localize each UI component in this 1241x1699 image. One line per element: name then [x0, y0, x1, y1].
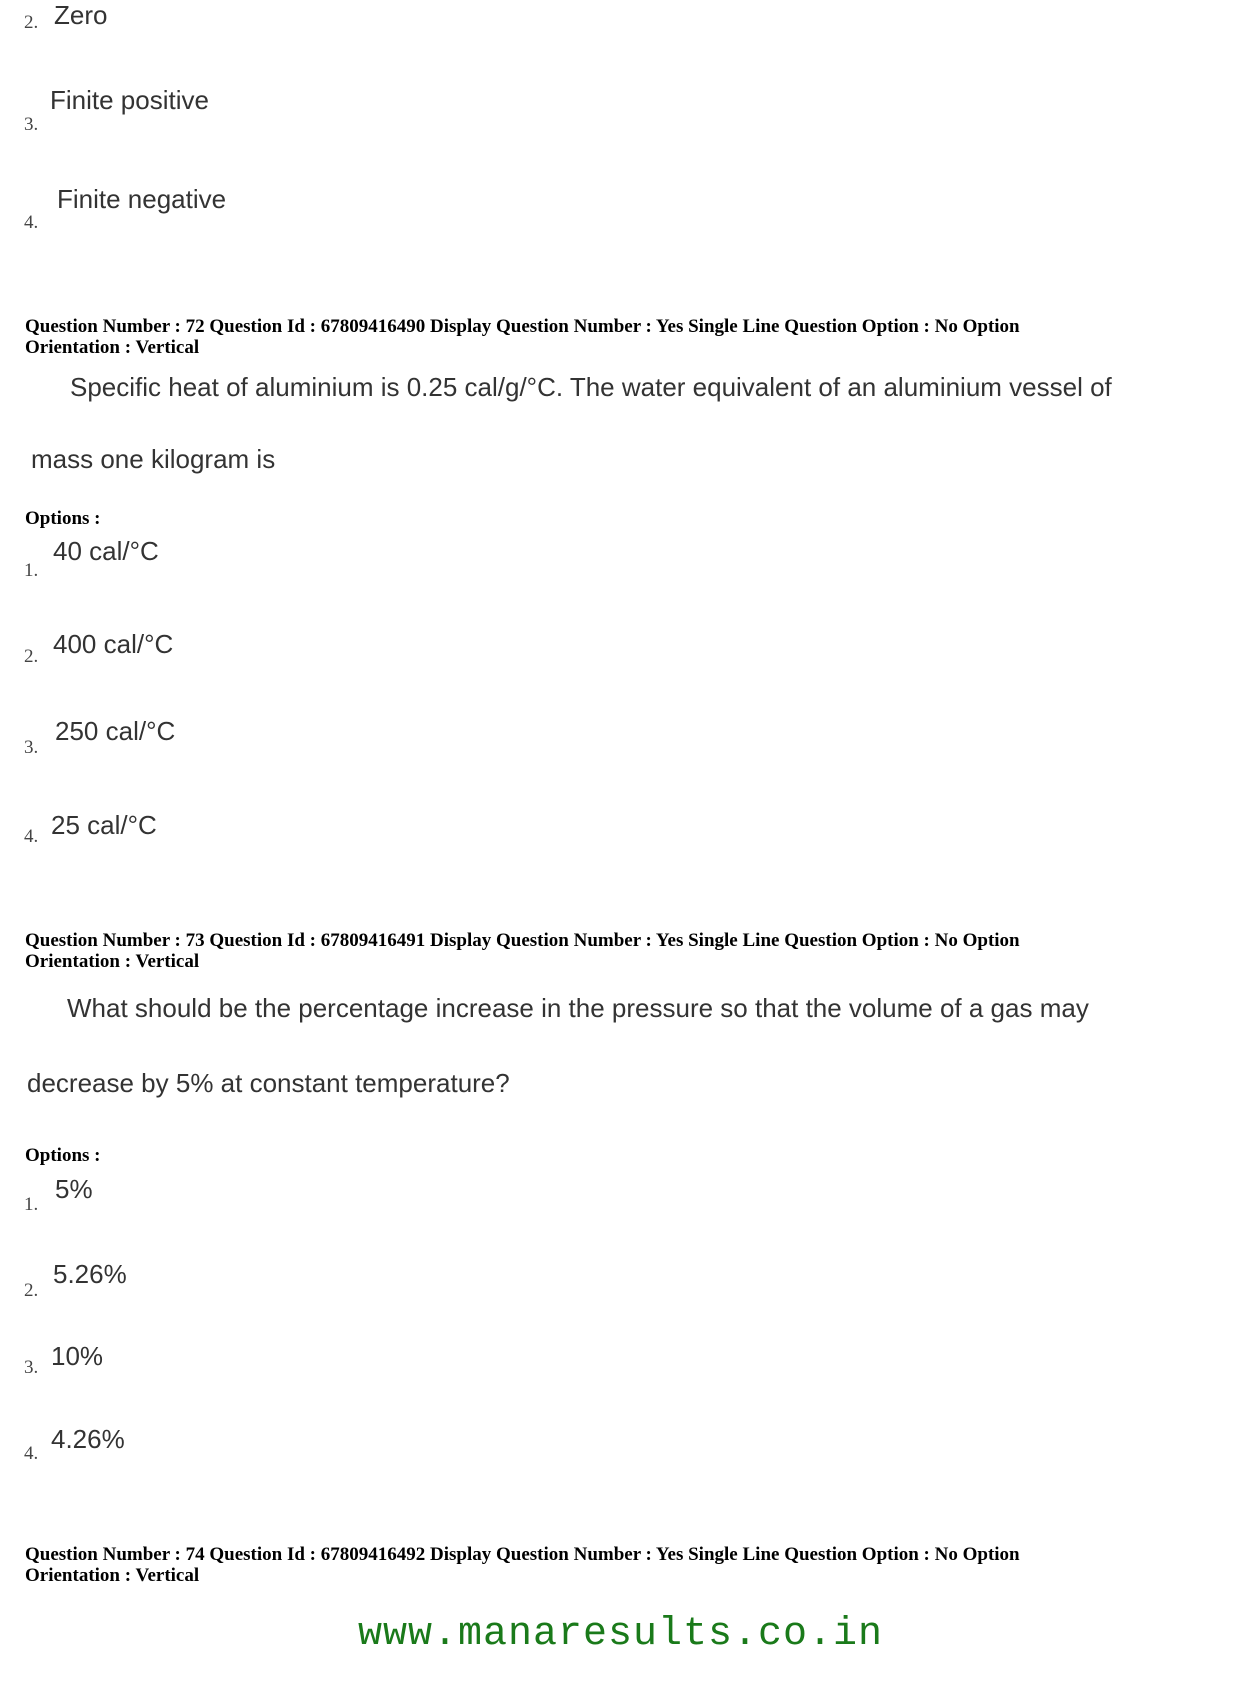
option-text: 4.26%	[51, 1424, 125, 1454]
option-text: Finite negative	[57, 184, 227, 214]
option-text: 5%	[55, 1174, 93, 1204]
option-text: Zero	[54, 0, 108, 30]
option-number: 3.	[24, 114, 39, 135]
question-metadata-line: Orientation : Vertical	[25, 1565, 200, 1586]
question-text: What should be the percentage increase in the pressure so that the volume of a gas may	[67, 993, 1089, 1023]
option-text: 40 cal/°C	[53, 536, 159, 566]
option-number: 1.	[24, 1194, 39, 1215]
question-metadata-line: Orientation : Vertical	[25, 337, 200, 358]
option-number: 3.	[24, 737, 39, 758]
website-watermark: www.manaresults.co.in	[357, 1612, 884, 1657]
options-label: Options :	[25, 1145, 101, 1166]
question-metadata-line: Orientation : Vertical	[25, 951, 200, 972]
option-number: 1.	[24, 560, 39, 581]
option-text: 5.26%	[53, 1259, 127, 1289]
question-text: decrease by 5% at constant temperature?	[27, 1068, 510, 1098]
question-metadata-line: Question Number : 73 Question Id : 67809416491 Display Question Number : Yes Single Line Question Option : No Option	[25, 930, 1020, 951]
option-number: 4.	[24, 1443, 39, 1464]
option-text: 10%	[51, 1341, 104, 1371]
option-text: 250 cal/°C	[55, 716, 176, 746]
option-text: 25 cal/°C	[51, 810, 157, 840]
option-number: 3.	[24, 1357, 39, 1378]
option-number: 4.	[24, 826, 39, 847]
question-metadata-line: Question Number : 72 Question Id : 67809416490 Display Question Number : Yes Single Line Question Option : No Option	[25, 316, 1020, 337]
option-text: Finite positive	[50, 85, 209, 115]
option-number: 4.	[24, 212, 39, 233]
option-number: 2.	[24, 1280, 39, 1301]
option-number: 2.	[24, 646, 39, 667]
question-metadata-line: Question Number : 74 Question Id : 67809416492 Display Question Number : Yes Single Line Question Option : No Option	[25, 1544, 1020, 1565]
question-metadata	[25, 930, 1215, 972]
option-number: 2.	[24, 12, 39, 33]
option-text: 400 cal/°C	[53, 629, 174, 659]
question-metadata	[25, 1544, 1215, 1586]
question-text: Specific heat of aluminium is 0.25 cal/g/°C. The water equivalent of an aluminium vessel of	[70, 372, 1112, 402]
options-label: Options :	[25, 508, 101, 529]
question-text: mass one kilogram is	[31, 444, 276, 474]
question-metadata	[25, 316, 1215, 358]
